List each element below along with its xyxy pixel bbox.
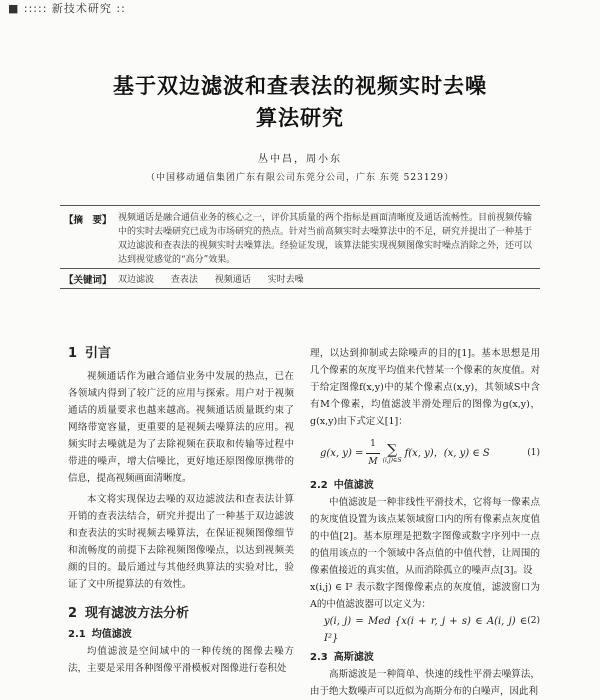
keyword: 视频通话	[214, 275, 251, 285]
equation-1: g(x, y) = $\frac{1}{M}$ ∑ (i,j)∈S f(x, y)，(x, y) ∈ S (1)	[320, 436, 540, 471]
section-2-3-heading: 2.3 高斯滤波	[310, 652, 374, 663]
abstract-top-rule	[60, 205, 540, 206]
intro-paragraph-1: 视频通话作为融合通信业务中发展的热点，已在各领域内得到了较广泛的应用与探索。用户对于视频通话的质量要求也越来越高。视频通话质量既约束了网络带宽容量，更重要的是视频去噪算法的应用。视频实时去噪就是为了去除视频在获取和传输等过程中带进的噪声，增大信噪比，更好地还原图像原携带的信息，提高视频画面清晰度。	[68, 371, 294, 484]
keywords-list	[118, 272, 318, 285]
median-filter-paragraph: 中值滤波是一种非线性平滑技术，它将每一像素点的灰度值设置为该点某领域窗口内的所有像素点灰度值的中值[2]。基本原理是把数字图像或数字序列中一点的值用该点的一个领域中各点值的中值代替，让周围的像素值接近的真实值，从而消除孤立的噪声点[3]。设	[310, 497, 540, 576]
section-2-2-heading: 2.2 中值滤波	[310, 480, 374, 491]
gaussian-filter-paragraph: 高斯滤波是一种简单、快速的线性平滑去噪算法，由于绝大数噪声可以近似为高斯分布的白噪声，因此利	[310, 669, 540, 697]
section-1-heading: 1 引言	[68, 346, 112, 361]
authors: 丛中昌，周小东	[258, 154, 342, 165]
median-filter-definition: x(i,j) ∈ I² 表示数字图像像素点的灰度值，滤波窗口为A的中值滤波器可以定义为：	[310, 582, 540, 610]
intro-paragraph-2: 本文将实现保边去噪的双边滤波法和查表法计算开销的查表法结合，研究并提出了一种基于双边滤波和查表法的实时视频去噪算法，在保证视频图像细节和流畅度的前提下去除视频图像噪点，以达到视频美颜的目的。最后通过与其他经典算法的实验对比，验证了文中所提算法的有效性。	[68, 494, 294, 590]
keywords-bottom-rule	[60, 288, 540, 289]
keywords-rule	[60, 268, 540, 269]
affiliation: （中国移动通信集团广东有限公司东莞分公司，广东 东莞 523129）	[145, 173, 455, 183]
abstract-text: 视频通话是融合通信业务的核心之一，评价其质量的两个指标是画面清晰度及通话流畅性。目前视频传输中的实时去噪研究已成为市场研究的热点。针对当前高频实时去噪算法中的不足，研究并提出了一种基于双边滤波和查表法的视频实时去噪算法。经验证发现，该算法能实现视频图像实时噪点消除之外，还可以达到视觉感觉的“高分”效果。	[118, 213, 533, 265]
keyword: 实时去噪	[267, 275, 304, 285]
abstract-label: 【摘 要】	[64, 215, 112, 226]
section-2-heading: 2 现有滤波方法分析	[68, 606, 190, 621]
keywords-label: 【关键词】	[64, 275, 112, 286]
section-header-tag: ■ ::::: 新技术研究 ::	[8, 2, 126, 15]
mean-filter-continued: 理，以达到抑制或去除噪声的目的[1]。基本思想是用几个像素的灰度平均值来代替某一个像素的灰度值。对于给定图像f(x,y)中的某个像素点(x,y)，其领域S中含有M个像素，均值滤波半滑处理后的图像为g(x,y)，g(x,y)由下式定义[1]：	[310, 348, 540, 427]
keyword: 查表法	[170, 275, 198, 285]
section-2-1-heading: 2.1 均值滤波	[68, 629, 132, 640]
paper-title-line2: 算法研究	[256, 106, 344, 130]
keyword: 双边滤波	[118, 275, 155, 285]
right-column	[310, 345, 540, 700]
equation-2: y(i, j) = Med {x(i + r, j + s) ∈ A(i, j) ∈ I²} (2)	[324, 616, 540, 644]
left-column	[68, 345, 294, 677]
mean-filter-paragraph: 均值滤波是空间域中的一种传统的图像去噪方法，主要是采用各种图像平滑模板对图像进行卷积处	[68, 646, 294, 674]
paper-title-line1: 基于双边滤波和查表法的视频实时去噪	[113, 74, 487, 98]
